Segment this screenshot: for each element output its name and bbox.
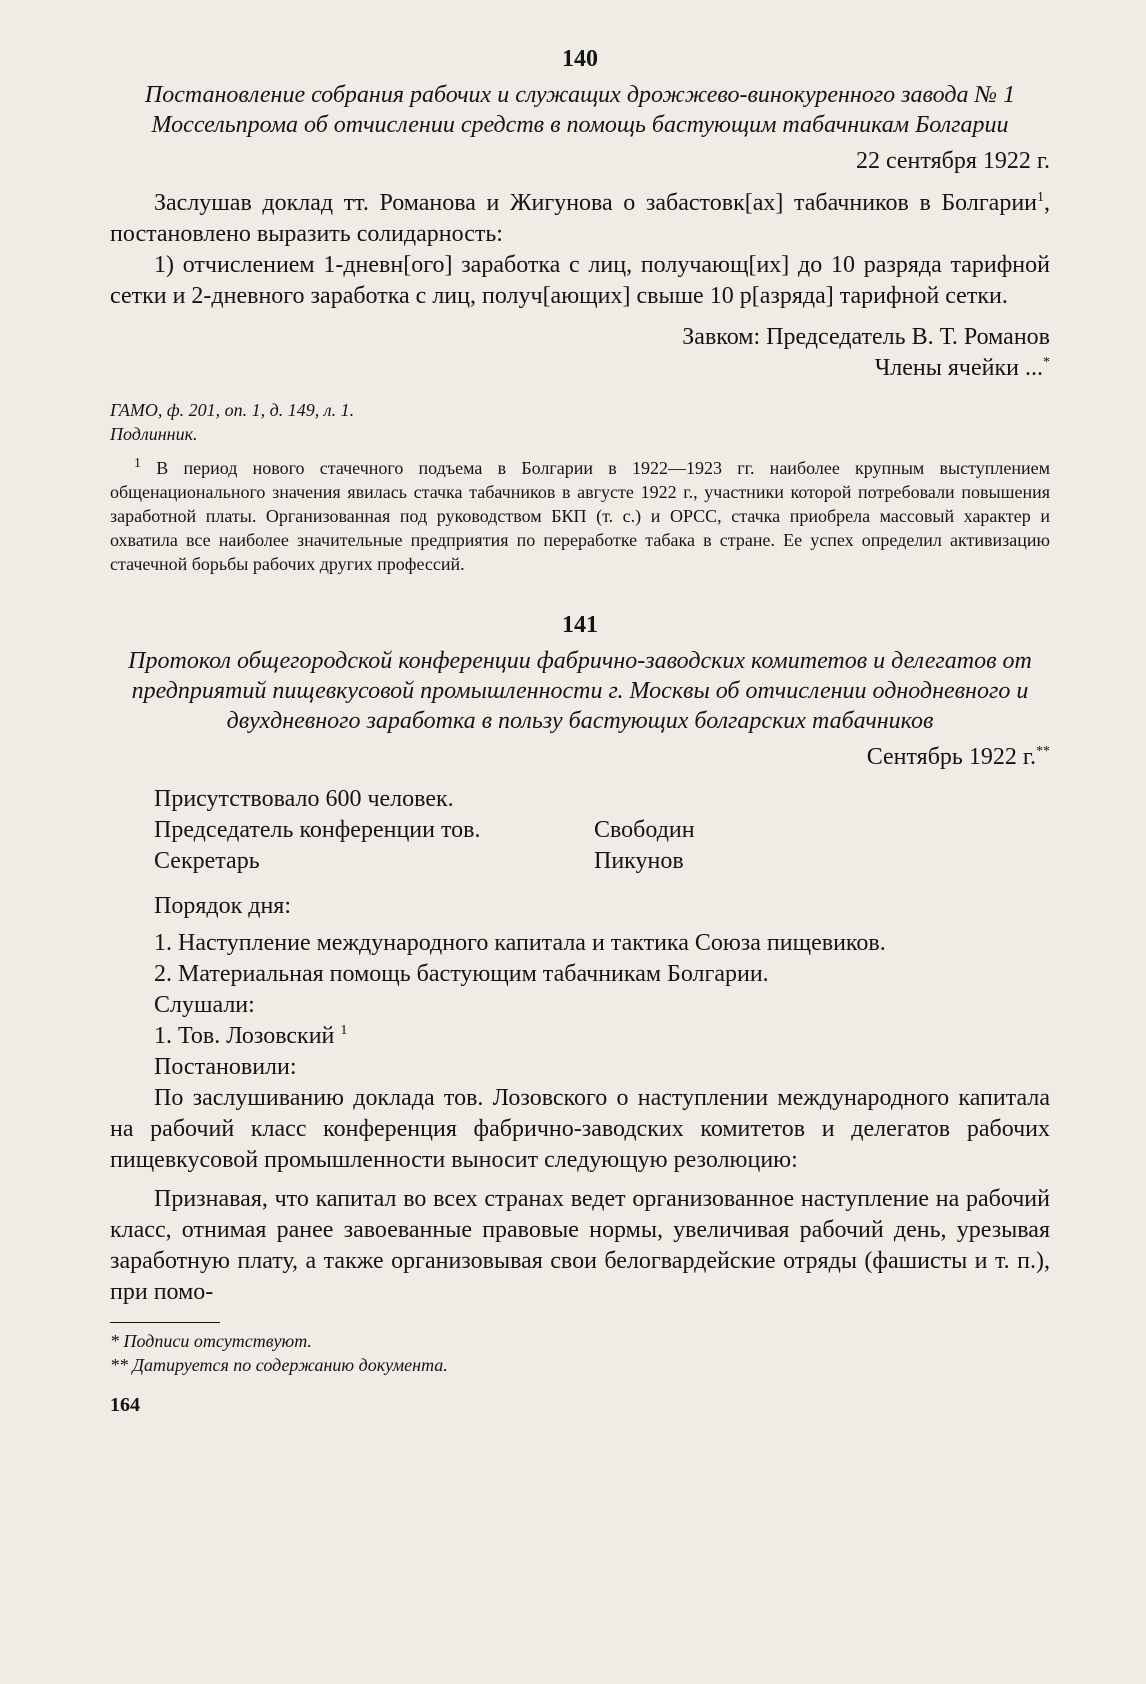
paragraph-deduction: 1) отчислением 1-дневн[ого] заработка с лиц, получающ[их] до 10 разряда тарифной сетки и 2-дневного заработка с лиц, получ[ающих] свыше 10 р[азряда] тарифной сетки. [110,252,1050,309]
document-date-140: 22 сентября 1922 г. [855,148,1050,174]
secretary-row [154,846,1050,877]
footnote-ref-1: 1 [1037,190,1044,205]
document-number-140: 140 [562,46,598,72]
document-number-141: 141 [562,612,598,638]
chairman-row [154,815,1050,846]
signature-members-text: Члены ячейки ... [874,355,1043,381]
agenda-heading: Порядок дня: [154,893,292,919]
footnote-mark: 1 [134,456,141,471]
chairman-label: Председатель конференции тов. [154,817,481,843]
heard-heading: Слушали: [154,992,255,1018]
chairman-name: Свободин [594,817,695,843]
agenda-item-1: 1. Наступление международного капитала и тактика Союза пищевиков. [154,930,886,956]
document-date-141 [110,742,1050,772]
original-note: Подлинник. [110,424,198,444]
attendance-block [110,784,1050,928]
document-title-140: Постановление собрания рабочих и служащих дрожжево-винокуренного завода № 1 Моссельпрома об отчислении средств в помощь бастующим табачникам Болгарии [144,82,1016,138]
secretary-label: Секретарь [154,848,260,874]
footnote-text: В период нового стачечного подъема в Болгарии в 1922—1923 гг. наиболее крупным выступлением общенационального значения явилась стачка табачников в августе 1922 г., участники которой потребовали повышения заработной платы. Организованная под руководством БКП (т. с.) и ОРСС, стачка приобрела массовый характер и охватила все наиболее значительные предприятия по переработке табака в стране. Ее успех определил активизацию стачечной борьбы рабочих других профессий. [110,458,1050,574]
note-ref-double-asterisk: ** [1036,744,1050,759]
note-signatures-missing: * Подписи отсутствуют. [110,1331,312,1351]
paragraph-resolution-intro: По заслушиванию доклада тов. Лозовского о наступлении международного капитала на рабочий класс конференция фабрично-заводских комитетов и делегатов рабочих пищевкусовой промышленности выносит следующую резолюцию: [110,1085,1050,1173]
footnote-divider [110,1322,220,1323]
footnote-ref-lozovsky: 1 [340,1023,348,1038]
attendance-count: Присутствовало 600 человек. [154,786,454,812]
footnote-1 [110,456,1050,576]
section-gap [110,576,1050,610]
decided-heading: Постановили: [154,1054,297,1080]
signature-members [110,353,1050,384]
agenda-item-2: 2. Материальная помощь бастующим табачникам Болгарии. [154,961,769,987]
paragraph-hearing-tail: , постановлено выразить солидарность: [110,190,1050,247]
archive-reference [110,398,1050,446]
page-number: 164 [110,1394,140,1416]
paragraph-resolution-text: Признавая, что капитал во всех странах ведет организованное наступление на рабочий класс, отнимая ранее завоеванные правовые нормы, увеличивая рабочий день, урезывая заработную плату, а также организовывая свои белогвардейские отряды (фашисты и т. п.), при помо- [110,1186,1050,1305]
note-ref-asterisk: * [1043,355,1050,370]
paragraph-hearing [110,188,1050,250]
document-date-141-text: Сентябрь 1922 г. [866,744,1036,770]
secretary-name: Пикунов [594,848,684,874]
agenda-gap [154,877,1050,891]
paragraph-hearing-text: Заслушав доклад тт. Романова и Жигунова о забастовк[ах] табачников в Болгарии [154,190,1037,216]
heard-item-1-text: 1. Тов. Лозовский [154,1023,335,1049]
minutes-block [110,959,1050,1083]
document-title-141: Протокол общегородской конференции фабрично-заводских комитетов и делегатов от предприятий пищевкусовой промышленности г. Москвы об отчислении однодневного и двухдневного заработка в пользу бастующих болгарских табачников [128,648,1032,734]
archive-citation: ГАМО, ф. 201, оп. 1, д. 149, л. 1. [110,400,355,420]
heard-item-1 [154,1021,1050,1052]
note-dated-by-content: ** Датируется по содержанию документа. [110,1355,448,1375]
signature-chairman: Завком: Председатель В. Т. Романов [682,324,1050,350]
